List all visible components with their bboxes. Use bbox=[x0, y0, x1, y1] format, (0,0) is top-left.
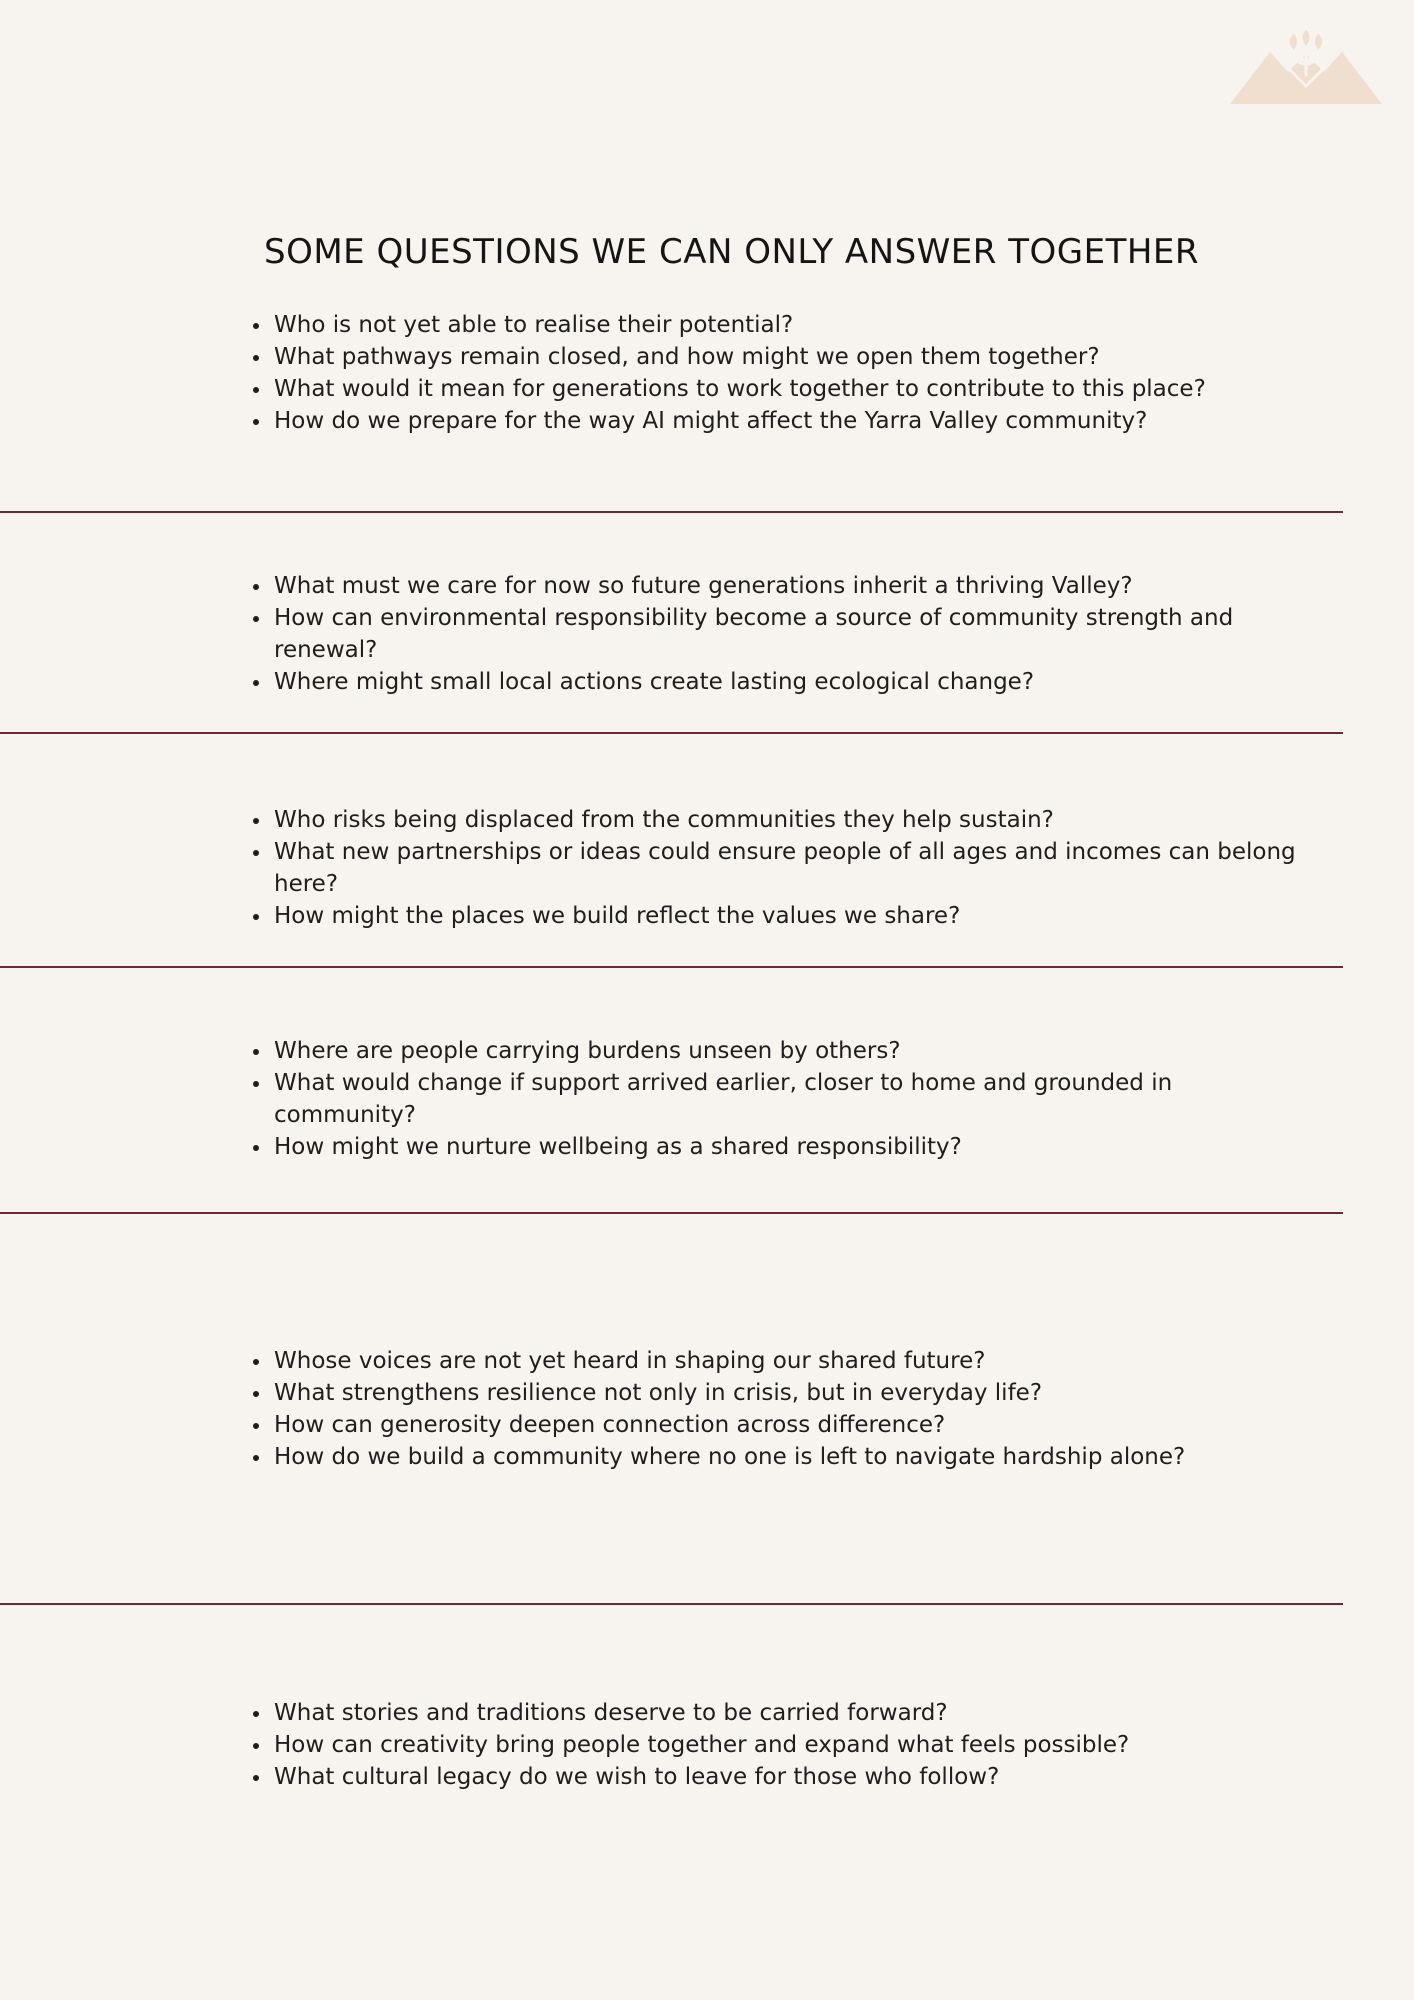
question-list bbox=[236, 570, 1302, 698]
question-item: • What must we care for now so future generations inherit a thriving Valley? bbox=[272, 570, 1302, 602]
question-item: • How might we nurture wellbeing as a shared responsibility? bbox=[272, 1131, 1302, 1163]
question-item: • Whose voices are not yet heard in shaping our shared future? bbox=[272, 1345, 1302, 1377]
question-item: • What would change if support arrived earlier, closer to home and grounded in community? bbox=[272, 1067, 1302, 1131]
question-item: • How can creativity bring people together and expand what feels possible? bbox=[272, 1729, 1302, 1761]
question-item: • How can environmental responsibility become a source of community strength and renewal? bbox=[272, 602, 1302, 666]
question-item: • How can generosity deepen connection across difference? bbox=[272, 1409, 1302, 1441]
question-item: • What strengthens resilience not only in crisis, but in everyday life? bbox=[272, 1377, 1302, 1409]
mountain-sprout-icon bbox=[1230, 30, 1382, 106]
question-item: • Who is not yet able to realise their potential? bbox=[272, 309, 1302, 341]
question-list bbox=[236, 804, 1302, 932]
question-list bbox=[236, 1345, 1302, 1473]
question-item: • What pathways remain closed, and how might we open them together? bbox=[272, 341, 1302, 373]
question-list bbox=[236, 1697, 1302, 1793]
question-item: • What stories and traditions deserve to be carried forward? bbox=[272, 1697, 1302, 1729]
question-item: • Where might small local actions create lasting ecological change? bbox=[272, 666, 1302, 698]
question-item: • How might the places we build reflect the values we share? bbox=[272, 900, 1302, 932]
section-divider bbox=[0, 1603, 1343, 1605]
section-divider bbox=[0, 966, 1343, 968]
question-list bbox=[236, 1035, 1302, 1163]
section-divider bbox=[0, 1212, 1343, 1214]
section-divider bbox=[0, 732, 1343, 734]
question-item: • Where are people carrying burdens unseen by others? bbox=[272, 1035, 1302, 1067]
page-title: SOME QUESTIONS WE CAN ONLY ANSWER TOGETHER bbox=[264, 232, 1200, 272]
question-item: • Who risks being displaced from the communities they help sustain? bbox=[272, 804, 1302, 836]
question-item: • How do we prepare for the way AI might affect the Yarra Valley community? bbox=[272, 405, 1302, 437]
question-item: • How do we build a community where no one is left to navigate hardship alone? bbox=[272, 1441, 1302, 1473]
question-item: • What would it mean for generations to work together to contribute to this place? bbox=[272, 373, 1302, 405]
question-list bbox=[236, 309, 1302, 437]
section-divider bbox=[0, 511, 1343, 513]
question-item: • What new partnerships or ideas could ensure people of all ages and incomes can belong here? bbox=[272, 836, 1302, 900]
question-item: • What cultural legacy do we wish to leave for those who follow? bbox=[272, 1761, 1302, 1793]
